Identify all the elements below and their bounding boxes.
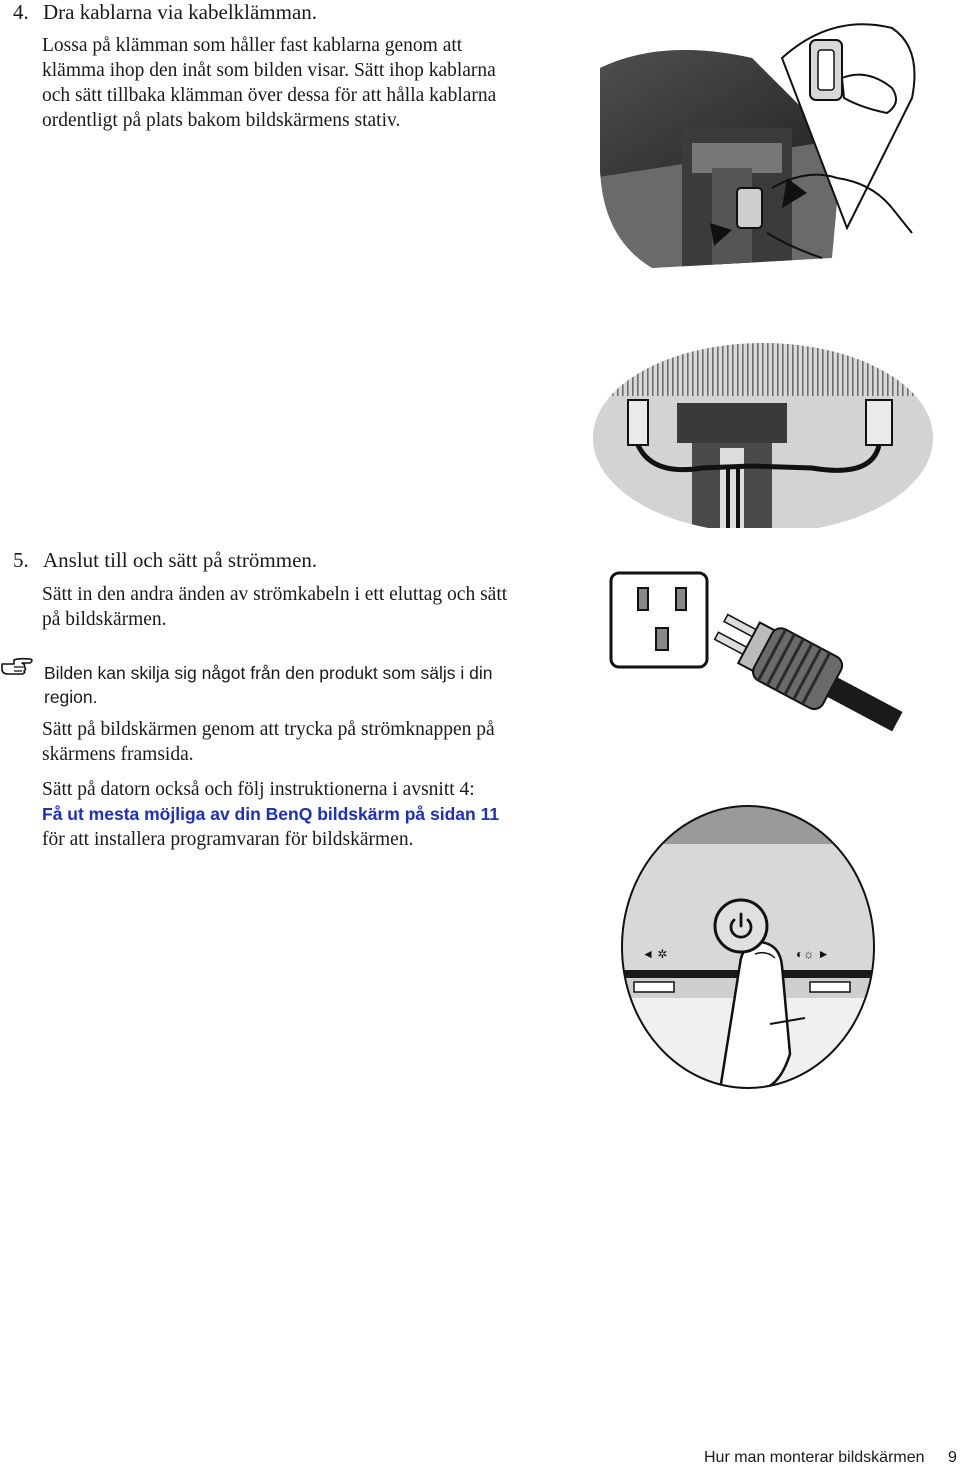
section-link[interactable]: Få ut mesta möjliga av din BenQ bildskärm på sidan 11 xyxy=(42,804,500,824)
power-icon xyxy=(715,900,767,952)
svg-text:◄ ✲: ◄ ✲ xyxy=(642,947,668,961)
step-5-number: 5. xyxy=(13,548,29,572)
note-line: Bilden kan skilja sig något från den produkt som säljs i din xyxy=(44,663,493,683)
text-line: Lossa på klämman som håller fast kablarna genom att xyxy=(42,35,463,56)
text-line: och sätt tillbaka klämman över dessa för att hålla kablarna xyxy=(42,85,497,106)
step-4-instructions xyxy=(42,33,562,133)
footer-section-title: Hur man monterar bildskärmen xyxy=(704,1449,925,1466)
note-text xyxy=(44,661,554,709)
text-line: Sätt in den andra änden av strömkabeln i ett eluttag och sätt xyxy=(42,584,508,605)
step-4-heading xyxy=(13,0,573,26)
text-line: på bildskärmen. xyxy=(42,609,167,630)
text-line: ordentligt på plats bakom bildskärmens stativ. xyxy=(42,110,401,131)
cable-clip-illustration xyxy=(592,18,922,270)
note-line: region. xyxy=(44,687,98,707)
step-5-paragraph-2 xyxy=(42,717,562,767)
svg-text:◐☼ ►: ◐☼ ► xyxy=(796,947,830,961)
step-4-number: 4. xyxy=(13,0,29,24)
power-outlet-plug-illustration xyxy=(606,568,922,748)
step-5-paragraph-3 xyxy=(42,777,562,852)
text-line: klämma ihop den inåt som bilden visar. Sätt ihop kablarna xyxy=(42,60,496,81)
step-5-heading xyxy=(13,548,573,574)
text-line: skärmens framsida. xyxy=(42,744,194,765)
power-button-illustration xyxy=(620,804,876,1090)
step-4-title: Dra kablarna via kabelklämman. xyxy=(43,0,318,24)
page-number: 9 xyxy=(948,1449,957,1466)
step-5-title: Anslut till och sätt på strömmen. xyxy=(43,548,318,572)
monitor-back-cables-illustration xyxy=(592,308,934,528)
text-line: Sätt på bildskärmen genom att trycka på strömknappen på xyxy=(42,719,495,740)
step-5-paragraph-1 xyxy=(42,582,562,632)
text-line: Sätt på datorn också och följ instruktionerna i avsnitt 4: xyxy=(42,779,475,800)
pointing-hand-icon xyxy=(0,656,36,678)
text-line: för att installera programvaran för bildskärmen. xyxy=(42,829,414,850)
